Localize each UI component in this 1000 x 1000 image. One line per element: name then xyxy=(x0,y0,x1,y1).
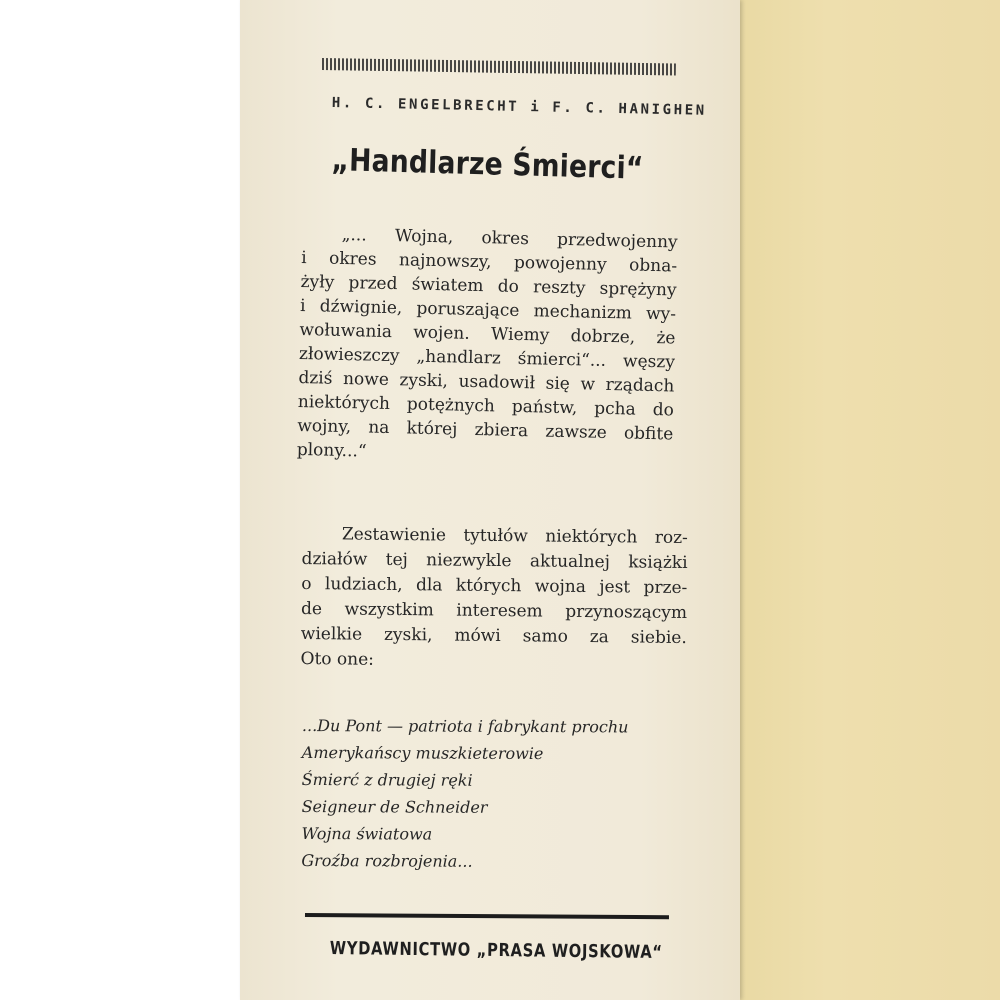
book-title: „Handlarze Śmierci“ xyxy=(330,142,645,187)
intro-line: działów tej niezwykle aktualnej książki xyxy=(301,548,688,574)
quote-paragraph xyxy=(297,222,678,470)
quote-line: i okres najnowszy, powojenny obna- xyxy=(300,247,678,277)
intro-line: de wszystkim interesem przynoszącym xyxy=(300,598,688,624)
quote-line: dziś nowe zyski, usadowił się w rządach xyxy=(298,367,675,397)
intro-line: o ludziach, dla których wojna jest prze- xyxy=(301,573,688,599)
chapter-title: Seigneur de Schneider xyxy=(301,796,488,817)
chapter-title: ...Du Pont — patriota i fabrykant prochu xyxy=(301,715,629,737)
quote-line: wojny, na której zbiera zawsze obfite xyxy=(297,415,674,445)
chapter-title: Śmierć z drugiej ręki xyxy=(301,769,473,790)
quote-line: niektórych potężnych państw, pcha do xyxy=(297,391,675,421)
background-cover xyxy=(735,0,1000,1000)
book-authors: H. C. ENGELBRECHT i F. C. HANIGHEN xyxy=(331,95,707,119)
publisher-name: WYDAWNICTWO „PRASA WOJSKOWA“ xyxy=(329,938,663,964)
chapter-list xyxy=(301,712,682,876)
chapter-title: Wojna światowa xyxy=(301,823,433,844)
quote-line: „... Wojna, okres przedwojenny xyxy=(341,224,678,253)
quote-line: złowieszczy „handlarz śmierci“... węszy xyxy=(298,343,676,373)
intro-paragraph xyxy=(300,522,688,676)
quote-line: plony...“ xyxy=(296,439,367,462)
quote-line: i dźwignie, poruszające mechanizm wy- xyxy=(299,295,677,325)
intro-line: Oto one: xyxy=(300,648,375,670)
chapter-title: Amerykańscy muszkieterowie xyxy=(301,742,544,764)
quote-line: wołuwania wojen. Wiemy dobrze, że xyxy=(299,319,676,349)
quote-line: żyły przed światem do reszty sprężyny xyxy=(300,271,677,301)
background-left xyxy=(0,0,240,1000)
intro-line: Zestawienie tytułów niektórych roz- xyxy=(341,524,688,549)
intro-line: wielkie zyski, mówi samo za siebie. xyxy=(300,623,687,649)
chapter-title: Groźba rozbrojenia... xyxy=(301,850,473,871)
